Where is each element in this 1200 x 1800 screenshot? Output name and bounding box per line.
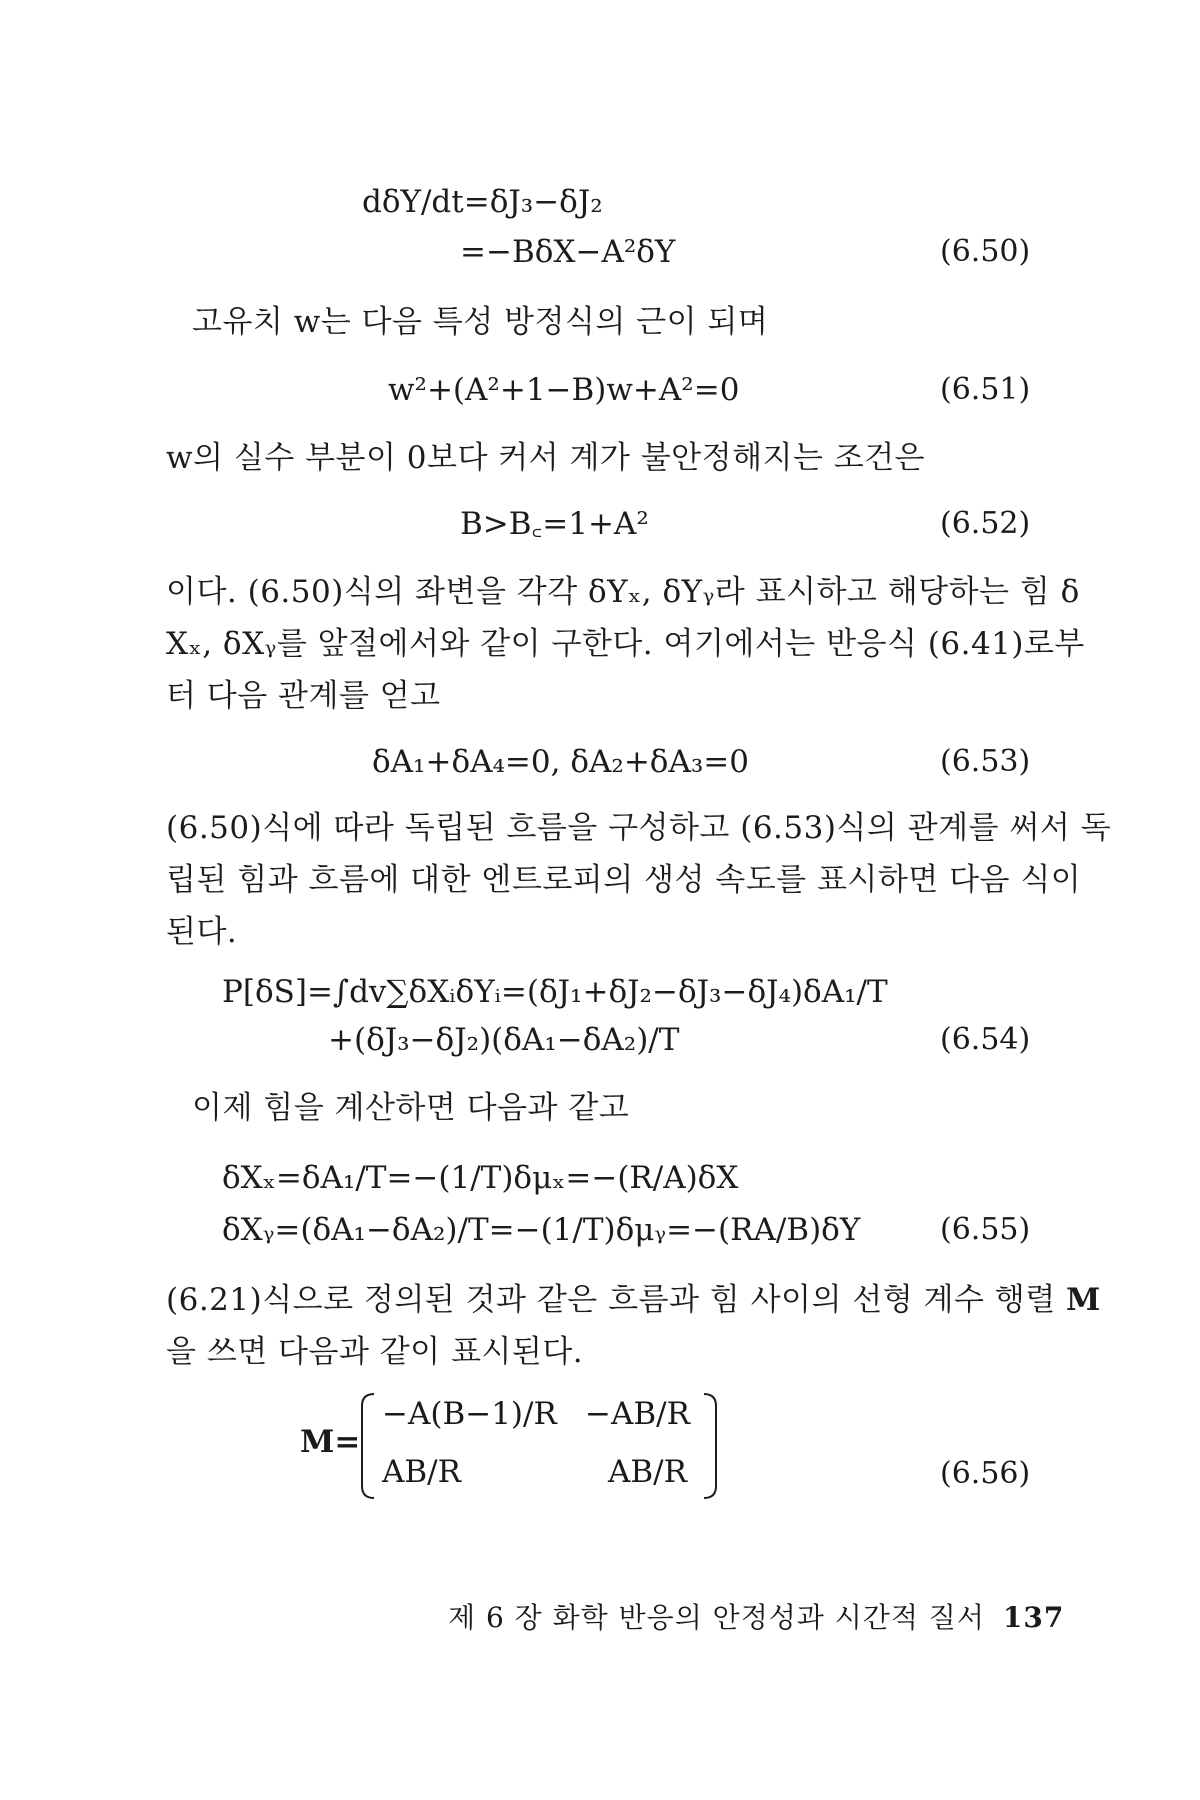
chapter-title: 제 6 장 화학 반응의 안정성과 시간적 질서 [448, 1601, 985, 1634]
left-bracket [358, 1392, 376, 1500]
eq-6-53: δA₁+δA₄=0, δA₂+δA₃=0 [372, 744, 749, 780]
eq-6-55-line2: δXᵧ=(δA₁−δA₂)/T=−(1/T)δμᵧ=−(RA/B)δY [222, 1212, 861, 1248]
paragraph-instability-condition: w의 실수 부분이 0보다 커서 계가 불안정해지는 조건은 [166, 440, 926, 476]
eq-6-52-number: (6.52) [940, 506, 1031, 541]
matrix-cell-1-1: −A(B−1)/R [382, 1396, 557, 1432]
eq-6-56-matrix [300, 1392, 730, 1504]
eq-6-55-line1: δXₓ=δA₁/T=−(1/T)δμₓ=−(R/A)δX [222, 1160, 739, 1196]
right-bracket [702, 1392, 720, 1500]
eq-6-53-number: (6.53) [940, 744, 1031, 779]
paragraph-4-line1: (6.50)식에 따라 독립된 흐름을 구성하고 (6.53)식의 관계를 써서 독 [166, 810, 1112, 846]
paragraph-3-line1: 이다. (6.50)식의 좌변을 각각 δYₓ, δYᵧ라 표시하고 해당하는 힘 δ [166, 574, 1080, 610]
paragraph-3-line3: 터 다음 관계를 얻고 [166, 678, 441, 714]
eq-6-51-number: (6.51) [940, 372, 1031, 407]
eq-6-54-number: (6.54) [940, 1022, 1031, 1057]
matrix-cell-2-2: AB/R [608, 1454, 687, 1490]
eq-6-55-number: (6.55) [940, 1212, 1031, 1247]
paragraph-6-line1-text: (6.21)식으로 정의된 것과 같은 흐름과 힘 사이의 선형 계수 행렬 [166, 1282, 1056, 1318]
matrix-label: M= [300, 1424, 361, 1460]
eq-6-52: B>B꜀=1+A² [460, 506, 649, 542]
eq-6-56-number: (6.56) [940, 1456, 1031, 1491]
page-number: 137 [1002, 1601, 1065, 1634]
paragraph-force-calculation: 이제 힘을 계산하면 다음과 같고 [192, 1090, 630, 1126]
page-footer [448, 1596, 1064, 1636]
matrix-symbol-m: M [1066, 1282, 1101, 1318]
eq-6-50-line1: dδY/dt=δJ₃−δJ₂ [362, 184, 603, 220]
eq-6-54-line1: P[δS]=∫dv∑δXᵢδYᵢ=(δJ₁+δJ₂−δJ₃−δJ₄)δA₁/T [222, 974, 888, 1010]
eq-6-54-line2: +(δJ₃−δJ₂)(δA₁−δA₂)/T [328, 1022, 680, 1058]
eq-6-50-line2: =−BδX−A²δY [460, 234, 676, 270]
paragraph-4-line2: 립된 힘과 흐름에 대한 엔트로피의 생성 속도를 표시하면 다음 식이 [166, 862, 1082, 898]
paragraph-6-line1 [166, 1280, 1101, 1320]
paragraph-eigenvalue: 고유치 w는 다음 특성 방정식의 근이 되며 [192, 304, 769, 340]
eq-6-50-number: (6.50) [940, 234, 1031, 269]
matrix-cell-1-2: −AB/R [585, 1396, 690, 1432]
paragraph-3-line2: Xₓ, δXᵧ를 앞절에서와 같이 구한다. 여기에서는 반응식 (6.41)로부 [166, 626, 1085, 662]
eq-6-51: w²+(A²+1−B)w+A²=0 [388, 372, 740, 408]
matrix-cell-2-1: AB/R [382, 1454, 461, 1490]
paragraph-4-line3: 된다. [166, 914, 238, 950]
paragraph-6-line2: 을 쓰면 다음과 같이 표시된다. [166, 1334, 584, 1370]
